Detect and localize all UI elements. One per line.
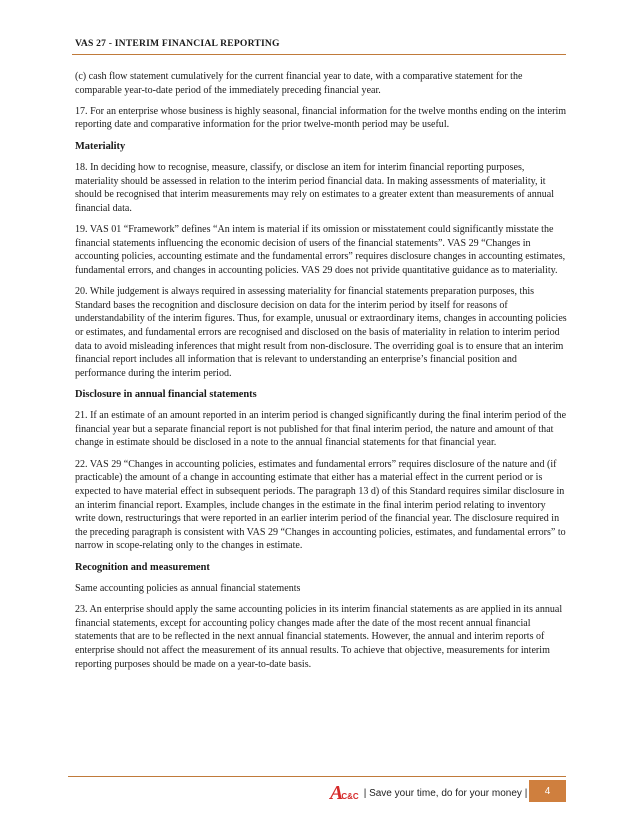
logo-text: C&C [341, 791, 359, 801]
heading-materiality: Materiality [75, 140, 126, 152]
paragraph-20: 20. While judgement is always required in assessing materiality for financial statements preparation purposes, this Standard bases the recognition and disclosure decision on data for the interim period by itself for reasons of understandability of the interim figures. Thus, for example, unusual or extraordinary items, changes in accounting policies or estimates, and fundamental errors are recognised and disclosed on the basis of materiality in relation to interim period data to avoid misleading inferences that might result from non-disclosure. The overriding goal is to ensure that an interim financial report includes all information that is relevant to understanding an enterprise’s financial position and performance during the interim period. [75, 286, 567, 379]
footer-divider [68, 776, 566, 777]
company-logo [330, 783, 359, 803]
paragraph-c: (c) cash flow statement cumulatively for the current financial year to date, with a comparative statement for the comparable year-to-date period of the immediately preceding financial year. [75, 71, 523, 96]
paragraph-17: 17. For an enterprise whose business is highly seasonal, financial information for the twelve months ending on the interim reporting date and comparative information for the prior twelve-month period may be useful. [75, 105, 567, 131]
page-number: 4 [529, 780, 566, 802]
footer [330, 782, 527, 804]
subheading-same-policies: Same accounting policies as annual financial statements [75, 582, 301, 594]
logo-letter: A [330, 782, 344, 804]
heading-recognition: Recognition and measurement [75, 561, 210, 573]
paragraph-18: 18. In deciding how to recognise, measure, classify, or disclose an item for interim financial reporting purposes, materiality should be assessed in relation to the interim period financial data. In making assessments of materiality, it should be recognised that interim measurements may rely on estimates to a greater extent than measurements of annual financial data. [75, 162, 555, 214]
paragraph-19: 19. VAS 01 “Framework” defines “An intem is material if its omission or misstatement could significantly misstate the financial statements influencing the economic decision of users of the financial statements”. VAS 29 “Changes in accounting policies, accounting estimate and the fundamental errors” requires disclosure changes in accounting estimates, fundamental errors, and changes in accounting policies. VAS 29 does not privide quantitative guidance as to materiality. [75, 224, 566, 276]
heading-disclosure: Disclosure in annual financial statements [75, 389, 257, 400]
header-divider [72, 54, 566, 55]
paragraph-22: 22. VAS 29 “Changes in accounting policies, estimates and fundamental errors” requires disclosure of the nature and (if practicable) the amount of a change in accounting estimate that either has a material effect in the current period or is expected to have material effect in subsequent periods. The paragraph 13 d) of this Standard requires similar disclosure in an interim financial report. Examples, include changes in the estimate in the final interim period relating to inventory write down, restructurings that were reported in an earlier interim period of the financial year. The disclosure required in the preceding paragraph is consistent with VAS 29 “Changes in accounting policies, estimates, and fundamental errors” to narrow in scope-relating only to the changes in estimate. [75, 458, 566, 552]
running-header: VAS 27 - INTERIM FINANCIAL REPORTING [75, 38, 280, 49]
document-body [75, 70, 567, 679]
paragraph-23: 23. An enterprise should apply the same accounting policies in its interim financial statements as are applied in its annual financial statements, except for accounting policy changes made after the date of the most recent annual financial statements that are to be reflected in the next annual financial statements. However, the annual and interim reports of enterprise should not affect the measurement of its annual results. To achieve that objective, measurements for interim reporting purposes should be made on a year-to-date basis. [75, 604, 563, 670]
paragraph-21: 21. If an estimate of an amount reported in an interim period is changed significantly during the final interim period of the financial year but a separate financial report is not published for that final interim period, the nature and amount of that change in estimate should be disclosed in a note to the annual financial statements for that financial year. [75, 410, 567, 449]
footer-tagline: | Save your time, do for your money | [363, 787, 528, 799]
